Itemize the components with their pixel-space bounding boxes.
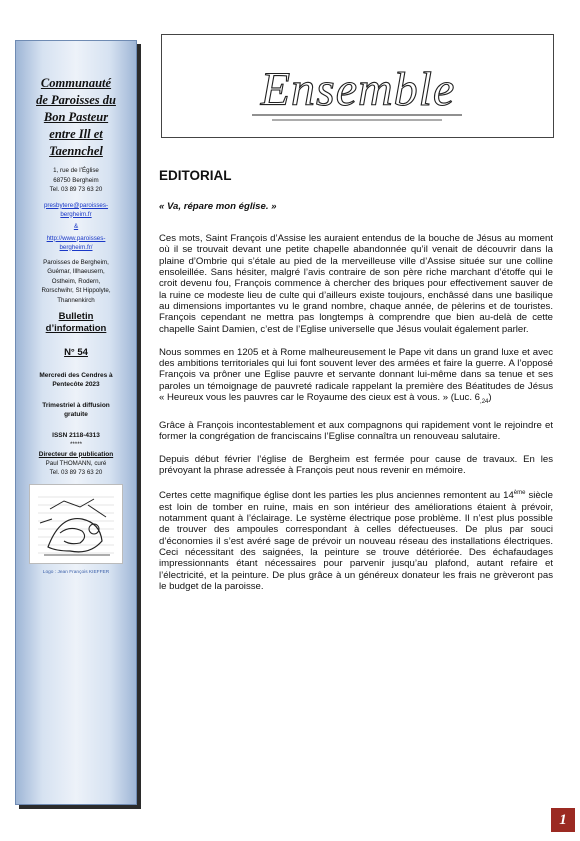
parishes-line: Guémar, Illhaeusern, [47,268,105,275]
stars-divider: ***** [69,441,83,448]
address-line: 1, rue de l’Église [53,167,99,174]
community-line: Bon Pasteur [43,110,109,124]
parishes-line: Ostheim, Rodern, [51,277,101,285]
paragraph: Ces mots, Saint François d’Assise les auraient entendus de la bouche de Jésus au moment où il se trouvait devant une petite chapelle abandonnée qu’il venait de découvrir dans la plaine d’Ombrie qui s’étale au pied de la merveilleuse ville d’Assise située sur une colline ensoleillée. Sans hésiter, malgré l’avis contraire de son père riche marchant d’étoffe qui le croit devenu fou, François commence à chercher des briques pour effectivement sauver de la ruine ce modeste lieu de culte qui d’ailleurs existe toujours, enchâssé dans une basilique au dimensions importantes vu le grand nombre, chaque année, de pèlerins et de touristes. François cependant ne mettra pas longtemps à comprendre que bien au-delà de cette chapelle Saint Damien, c’est de l’Eglise universelle que Jésus voulait également parler. [159,233,553,335]
paragraph [159,347,553,409]
distribution-line: gratuite [64,411,88,418]
bulletin-line: d’information [45,323,107,334]
community-line: Communauté [40,76,112,90]
ampersand: & [73,222,79,230]
verse-ref: ,24 [480,398,489,405]
editorial-heading: EDITORIAL [159,168,232,183]
community-line: entre Ill et [49,127,103,141]
paragraph-text: Nous sommes en 1205 et à Rome malheureusement le Pape vit dans un grand luxe et avec des ambitions territoriales qui lui font souvent lever des armées et faire la guerre. A l’opposé François va prôner une Eglise pauvre et servante donnant lui-même dans sa tenue et ses paroles un témoignage de pauvreté radicale rappelant la première des Béatitudes de Jésus « Heureux vous les pauvres car le Royaume des cieux est à vous. » (Luc. 6 [159,346,553,403]
website-line[interactable]: http://www.paroisses- [46,234,106,242]
distribution-line: Trimestriel à diffusion [42,402,110,409]
issn: ISSN 2118-4313 [52,432,100,439]
period-line: Pentecôte 2023 [52,381,100,388]
email-link[interactable] [22,201,130,219]
community-title [22,75,130,160]
website-line[interactable]: bergheim.fr/ [59,243,93,251]
period [22,371,130,389]
bulletin-line: Bulletin [58,311,94,322]
period-line: Mercredi des Cendres à [39,372,113,379]
superscript: ème [513,490,526,497]
parishes-line: Rorschwihr, St Hippolyte, [41,287,111,294]
bulletin-title [22,311,130,335]
paragraph: Grâce à François incontestablement et aux compagnons qui rapidement vont le rejoindre et former la congrégation de franciscains l’Eglise connaîtra un renouveau salutaire. [159,419,553,443]
paragraph [159,488,553,592]
community-line: Taennchel [49,144,103,158]
page-number-badge: 1 [551,808,575,832]
sidebar [15,40,137,805]
paragraph: Depuis début février l’église de Bergheim est fermée pour cause de travaux. En les prévoyant la phrase adressée à François peut nous revenir en mémoire. [159,453,553,477]
logo-credit: Logo : Jean François KIEFFER [42,569,110,575]
website-link[interactable] [22,234,130,252]
parishes-line: Thannenkirch [57,296,95,304]
editorial-body [159,233,553,604]
paragraph-text: Certes cette magnifique église dont les parties les plus anciennes remontent au 14 [159,490,514,502]
logo-drawing-icon [30,485,122,563]
director-phone: Tel. 03 89 73 63 20 [49,469,103,476]
community-line: de Paroisses du [36,93,116,107]
distribution [22,401,130,419]
director-name: Paul THOMANN, curé [45,459,107,467]
editorial-quote: « Va, répare mon église. » [159,201,277,212]
paragraph-text: siècle est loin de tomber en ruine, mais en son intérieur des améliorations étaient à prévoir, notamment quant à l’éclairage. Le système électrique pose problème. Il n’est plus possible de trouver des ampoules correspondant à celles défectueuses. De plus par souci d’économies il s’est avéré sage de prévoir un nouveau réseau des installations électriques. Ceci nécessitant des saignées, la peinture se trouve détériorée. Des échafaudages impressionnants étant nécessaires pour parvenir jusqu’au plafond, autant refaire et l’électricité, et la peinture. De plus grâce à un généreux donateur les frais ne grèveront pas le budget de la paroisse. [159,490,553,593]
phone: Tel. 03 89 73 63 20 [49,186,103,193]
email-line[interactable]: bergheim.fr [60,210,92,218]
paragraph-text: ) [488,391,492,403]
masthead-svg [162,35,553,137]
masthead-title: Ensemble [260,63,456,116]
address-line: 68750 Bergheim [53,176,99,184]
director-label: Directeur de publication [38,450,114,458]
issue-number: N° 54 [64,347,88,358]
masthead [161,34,554,138]
parishes-line: Paroisses de Bergheim, [43,258,109,266]
parish-logo [29,484,123,564]
email-line[interactable]: presbytere@paroisses- [43,201,109,209]
